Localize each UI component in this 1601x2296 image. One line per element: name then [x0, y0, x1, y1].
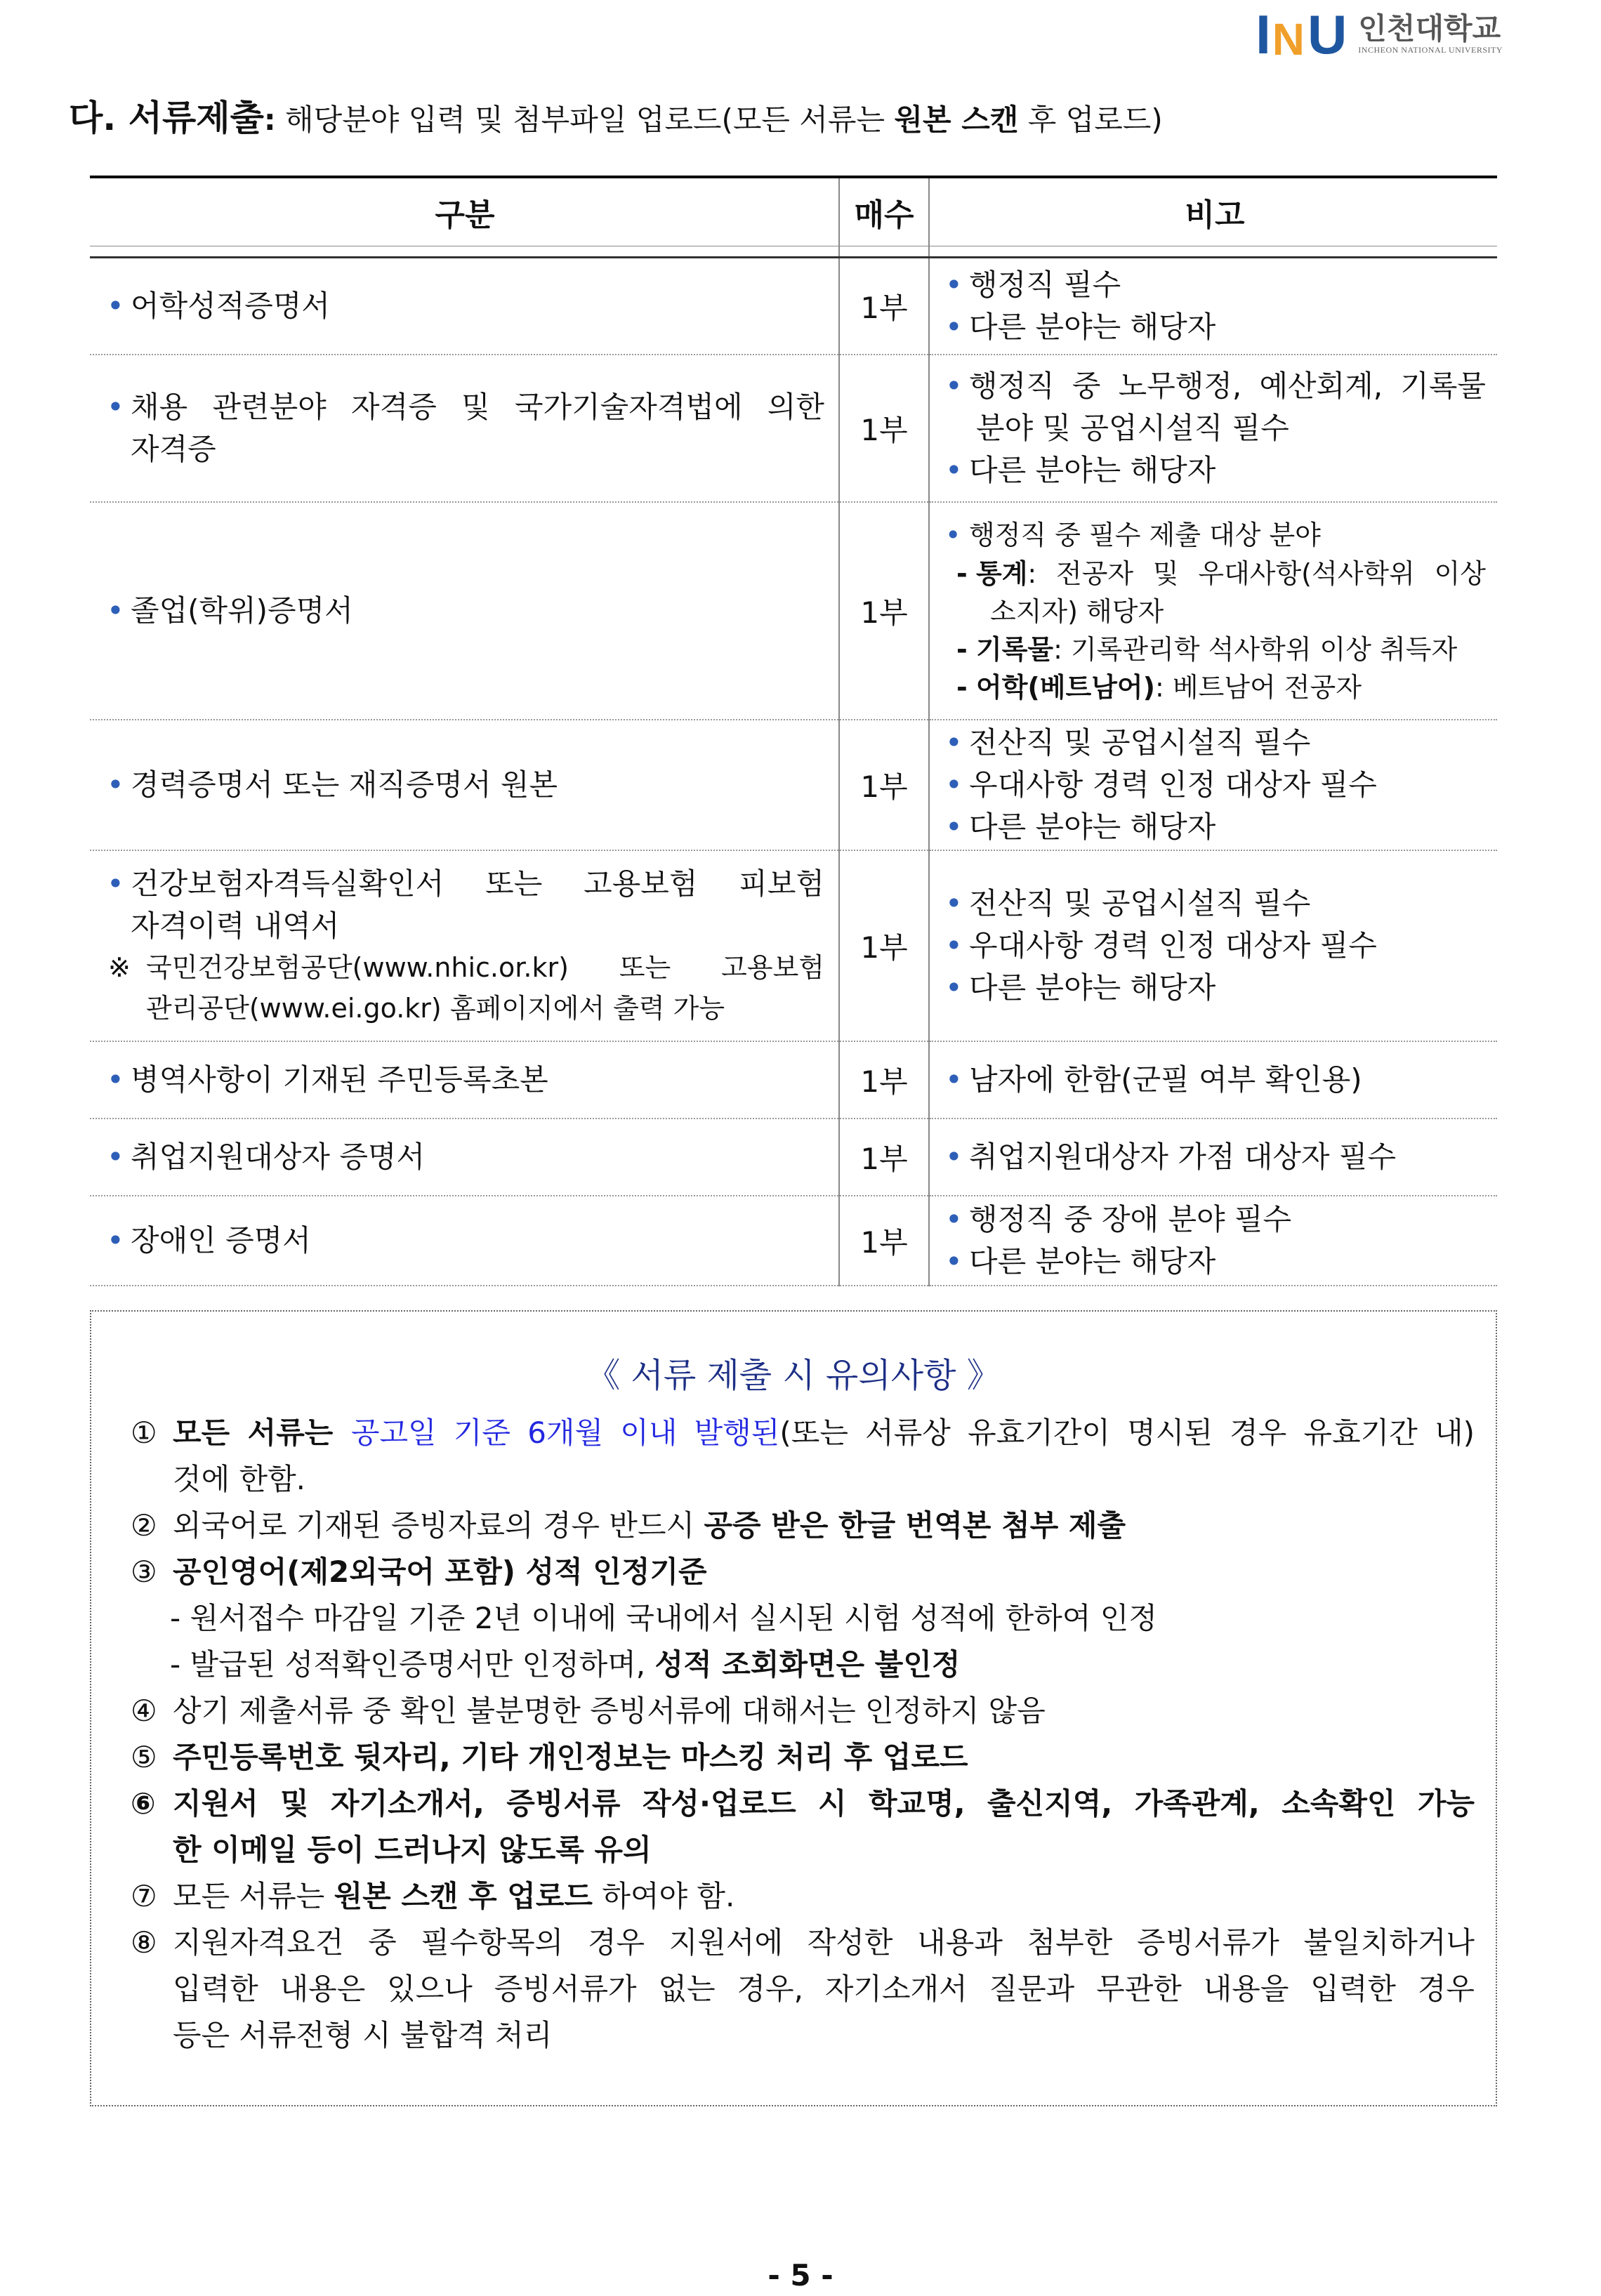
remark-title: • 행정직 중 필수 제출 대상 분야 — [944, 515, 1486, 555]
logo-name-en: INCHEON NATIONAL UNIVERSITY — [1358, 44, 1503, 55]
doc-name-cell — [90, 258, 839, 355]
section-heading-tail: 후 업로드) — [1018, 103, 1163, 137]
notice-item-5-bold: 주민등록번호 뒷자리, 기타 개인정보는 마스킹 처리 후 업로드 — [173, 1740, 968, 1774]
section-heading — [69, 90, 1163, 140]
doc-name-line1: • 채용 관련분야 자격증 및 국가기술자격법에 의한 — [105, 386, 824, 428]
notice-item-1-line2: 것에 한함. — [173, 1462, 305, 1496]
notice-item-7-text: 모든 서류는 — [173, 1879, 334, 1913]
notice-box — [90, 1310, 1497, 2106]
header-remarks: 비고 — [929, 177, 1497, 246]
note-line1: 국민건강보험공단(www.nhic.or.kr) 또는 고용보험 — [146, 951, 824, 983]
remark-item: • 전산직 및 공업시설직 필수 — [944, 722, 1486, 764]
doc-count: 1부 — [839, 355, 929, 502]
table-row — [90, 1196, 1497, 1286]
notice-item-1-bold: 모든 서류는 — [173, 1416, 351, 1450]
table-row — [90, 258, 1497, 355]
notice-item-1-highlight: 공고일 기준 6개월 이내 발행된 — [350, 1416, 780, 1450]
doc-count: 1부 — [839, 1041, 929, 1119]
doc-name-cell — [90, 1119, 839, 1196]
doc-count: 1부 — [839, 720, 929, 850]
doc-name-cell — [90, 850, 839, 1041]
logo-letter-n: N — [1272, 14, 1305, 65]
notice-number: ⑥ — [131, 1786, 156, 1821]
notice-number: ⑧ — [131, 1925, 157, 1960]
doc-remarks-cell — [929, 1196, 1497, 1286]
doc-name-cell — [90, 720, 839, 850]
doc-name: • 취업지원대상자 증명서 — [105, 1136, 824, 1178]
notice-item-1 — [131, 1410, 1475, 1503]
notice-item-8-line3: 등은 서류전형 시 불합격 처리 — [173, 2018, 553, 2052]
notice-item-7 — [131, 1873, 1475, 1920]
doc-name-cell — [90, 1041, 839, 1119]
university-logo — [1256, 3, 1503, 66]
notice-item-3-sub2-bold: 성적 조회화면은 불인정 — [654, 1647, 961, 1682]
notice-item-3-bold: 공인영어(제2외국어 포함) 성적 인정기준 — [173, 1555, 707, 1589]
notice-number: ② — [131, 1508, 157, 1543]
notice-item-8-line1: 지원자격요건 중 필수항목의 경우 지원서에 작성한 내용과 첨부한 증빙서류가 불일치하거나 — [173, 1925, 1475, 1960]
remark-item: • 전산직 및 공업시설직 필수 — [944, 883, 1486, 925]
doc-remarks-cell — [929, 355, 1497, 502]
doc-name: • 경력증명서 또는 재직증명서 원본 — [105, 764, 824, 806]
notice-item-2 — [131, 1503, 1475, 1549]
remark-language — [944, 668, 1486, 706]
notice-number: ⑤ — [131, 1740, 157, 1774]
remark-language-label: 어학(베트남어) — [976, 671, 1155, 703]
doc-name-line1: • 건강보험자격득실확인서 또는 고용보험 피보험 — [105, 863, 824, 905]
notice-title: 《 서류 제출 시 유의사항 》 — [586, 1356, 1001, 1395]
remark-records-text: : 기록관리학 석사학위 이상 취득자 — [1053, 633, 1458, 665]
notice-item-4 — [131, 1688, 1475, 1734]
table-row — [90, 1119, 1497, 1196]
remark-item: • 우대사항 경력 인정 대상자 필수 — [944, 764, 1486, 806]
section-heading-label: 다. 서류제출 — [69, 98, 264, 138]
notice-item-1-rest: (또는 서류상 유효기간이 명시된 경우 유효기간 내) — [779, 1416, 1475, 1450]
remark-item: • 다른 분야는 해당자 — [944, 967, 1486, 1009]
notice-number: ③ — [131, 1555, 157, 1589]
remark-item: • 다른 분야는 해당자 — [944, 449, 1486, 491]
notice-item-3 — [131, 1549, 1475, 1595]
logo-mark — [1256, 4, 1348, 65]
table-row — [90, 355, 1497, 502]
remark-item: • 행정직 필수 — [944, 264, 1486, 306]
header-count: 매수 — [839, 177, 929, 246]
notice-number: ⑦ — [131, 1879, 157, 1913]
notice-item-4-text: 상기 제출서류 중 확인 불분명한 증빙서류에 대해서는 인정하지 않음 — [173, 1694, 1046, 1728]
doc-remarks-cell — [929, 1119, 1497, 1196]
doc-note — [105, 947, 824, 1029]
doc-remarks-cell — [929, 720, 1497, 850]
notice-item-2-text: 외국어로 기재된 증빙자료의 경우 반드시 — [173, 1508, 704, 1543]
section-heading-colon: : — [263, 103, 276, 137]
doc-remarks-cell — [929, 502, 1497, 720]
notice-item-6-line2: 한 이메일 등이 드러나지 않도록 유의 — [173, 1833, 652, 1867]
documents-table — [90, 176, 1497, 1286]
doc-name-cell — [90, 502, 839, 720]
notice-item-8-line2: 입력한 내용은 있으나 증빙서류가 없는 경우, 자기소개서 질문과 무관한 내용을 입력한 경우 — [173, 1972, 1475, 2006]
logo-text — [1358, 13, 1503, 55]
doc-count: 1부 — [839, 1196, 929, 1286]
notice-item-6 — [131, 1781, 1475, 1873]
doc-count: 1부 — [839, 258, 929, 355]
remark-records-label: 기록물 — [976, 633, 1054, 665]
doc-name-line2: 자격증 — [131, 431, 216, 466]
logo-letter-u: U — [1307, 4, 1348, 65]
remark-item: • 다른 분야는 해당자 — [944, 806, 1486, 848]
notice-item-1-line1 — [173, 1410, 1475, 1456]
doc-name-cell — [90, 1196, 839, 1286]
table-row — [90, 502, 1497, 720]
doc-name: • 병역사항이 기재된 주민등록초본 — [105, 1059, 824, 1101]
notice-item-7-tail: 하여야 함. — [593, 1879, 735, 1913]
remark-records — [944, 631, 1486, 668]
doc-name-cell — [90, 355, 839, 502]
table-row — [90, 850, 1497, 1041]
note-line2: 관리공단(www.ei.go.kr) 홈페이지에서 출력 가능 — [146, 992, 725, 1024]
doc-count: 1부 — [839, 502, 929, 720]
doc-name: • 졸업(학위)증명서 — [105, 590, 824, 632]
remark-item: • 다른 분야는 해당자 — [944, 1241, 1486, 1283]
doc-name: • 장애인 증명서 — [105, 1220, 824, 1262]
notice-item-2-bold: 공증 받은 한글 번역본 첨부 제출 — [704, 1508, 1126, 1543]
table-row — [90, 720, 1497, 850]
remark-item: • 우대사항 경력 인정 대상자 필수 — [944, 925, 1486, 967]
table-row — [90, 1041, 1497, 1119]
notice-number: ① — [131, 1416, 157, 1450]
doc-remarks-cell — [929, 1041, 1497, 1119]
header-spacer — [90, 246, 1497, 258]
notice-item-3-sub2-text: - 발급된 성적확인증명서만 인정하며, — [170, 1647, 655, 1682]
logo-letter-i: I — [1256, 4, 1270, 65]
doc-remarks-cell — [929, 850, 1497, 1041]
remark-item: • 다른 분야는 해당자 — [944, 306, 1486, 348]
notice-item-3-sub2 — [131, 1642, 1475, 1688]
doc-name-line2: 자격이력 내역서 — [131, 908, 340, 943]
note-mark: ※ — [108, 951, 131, 983]
remark-item: • 취업지원대상자 가점 대상자 필수 — [944, 1136, 1486, 1178]
header-category: 구분 — [90, 177, 839, 246]
table-header-row — [90, 177, 1497, 246]
remark-stats-label: 통계 — [976, 557, 1028, 589]
doc-count: 1부 — [839, 850, 929, 1041]
notice-item-3-sub1: - 원서접수 마감일 기준 2년 이내에 국내에서 실시된 시험 성적에 한하여 인정 — [170, 1601, 1157, 1635]
remark-stats-text: : 전공자 및 우대사항(석사학위 이상 — [1027, 557, 1486, 589]
notice-number: ④ — [131, 1694, 157, 1728]
notice-list — [131, 1410, 1475, 2059]
remark-item-line1: • 행정직 중 노무행정, 예산회계, 기록물 — [944, 365, 1486, 407]
notice-item-8 — [131, 1920, 1475, 2059]
remark-item: • 남자에 한함(군필 여부 확인용) — [944, 1059, 1486, 1101]
doc-remarks-cell — [929, 258, 1497, 355]
logo-name-kr: 인천대학교 — [1358, 11, 1501, 46]
doc-name: • 어학성적증명서 — [105, 285, 824, 327]
section-heading-text: 해당분야 입력 및 첨부파일 업로드(모든 서류는 — [275, 103, 895, 137]
section-heading-bold: 원본 스캔 — [894, 103, 1019, 137]
notice-item-6-line1: 지원서 및 자기소개서, 증빙서류 작성·업로드 시 학교명, 출신지역, 가족관계, 소속확인 가능 — [173, 1786, 1475, 1821]
notice-item-5 — [131, 1734, 1475, 1781]
doc-count: 1부 — [839, 1119, 929, 1196]
notice-item-7-bold: 원본 스캔 후 업로드 — [334, 1879, 593, 1913]
page-number: - 5 - — [767, 2258, 834, 2292]
remark-item-line2: 분야 및 공업시설직 필수 — [976, 410, 1289, 445]
remark-language-text: : 베트남어 전공자 — [1154, 671, 1362, 703]
remark-item: • 행정직 중 장애 분야 필수 — [944, 1199, 1486, 1241]
remark-stats — [944, 555, 1486, 593]
remark-stats-line2: 소지자) 해당자 — [990, 595, 1164, 627]
